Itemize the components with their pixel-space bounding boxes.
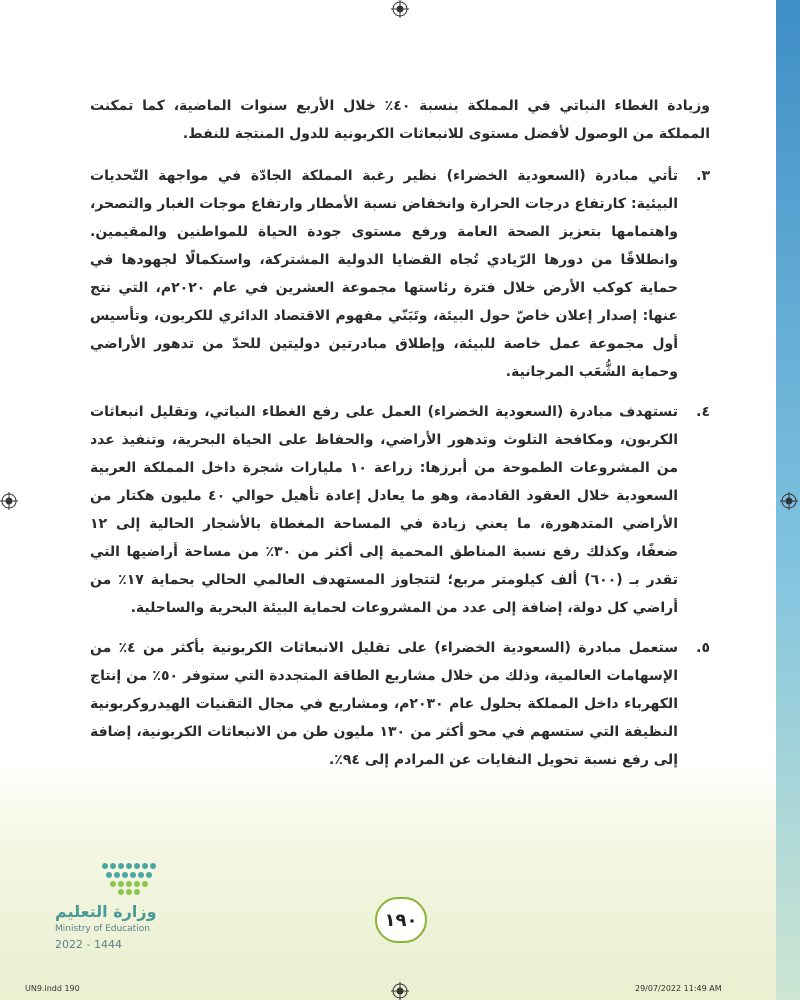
list-item-text: تأتي مبادرة (السعودية الخضراء) نظير رغبة المملكة الجادّة في مواجهة التّحديات البيئية: كارتفاع درجات الحرارة وانخفاض نسبة الأمطار وارتفاع موجات الغبار والتصحر، واهتمامها بتعزيز الصحة العامة ورفع مستوى جودة الحياة للمواطنين والمقيمين. وانطلاقًا من دورها الرّيادي تُجاه القضايا الدولية المشتركة، واستكمالًا لجهودها في حماية كوكب الأرض خلال فترة رئاستها مجموعة العشرين في عام ٢٠٢٠م، التي نتج عنها: إصدار إعلان خاصّ حول البيئة، وتَبَنّي مفهوم الاقتصاد الدائري للكربون، وتأسيس أول مجموعة عمل خاصة للبيئة، وإطلاق مبادرتين دوليتين للحدّ من تدهور الأراضي وحماية الشُّعَب المرجانية. [90,168,679,380]
registration-mark-top [391,0,409,18]
registration-mark-right [780,492,798,510]
ministry-years: 2022 - 1444 [55,938,122,951]
list-item-text: تستهدف مبادرة (السعودية الخضراء) العمل على رفع الغطاء النباتي، وتقليل انبعاثات الكربون، ومكافحة التلوث وتدهور الأراضي، والحفاظ على الحياة البحرية، وتنفيذ عدد من المشروعات الطموحة من أبرزها: زراعة ١٠ مليارات شجرة داخل المملكة العربية السعودية خلال العقود القادمة، وهو ما يعادل إعادة تأهيل حوالي ٤٠ مليون هكتار من الأراضي المتدهورة، ما يعني زيادة في المساحة المغطاة بالأشجار الحالية إلى ١٢ ضعفًا، وكذلك رفع نسبة المناطق المحمية إلى أكثر من ٣٠٪ من مساحة أراضيها التي تقدر بـ (٦٠٠) ألف كيلومتر مربع؛ لتتجاوز المستهدف العالمي الحالي بحماية ١٧٪ من أراضي كل دولة، إضافة إلى عدد من المشروعات لحماية البيئة البحرية والساحلية. [90,404,679,616]
list-item-number: ٣. [696,168,710,184]
intro-paragraph: وزيادة الغطاء النباتي في المملكة بنسبة ٤٠٪ خلال الأربع سنوات الماضية، كما تمكنت المملكة من الوصول لأفضل مستوى للانبعاثات الكربونية للدول المنتجة للنفط. [90,98,710,142]
list-item-number: ٤. [696,404,710,420]
list-item [90,398,710,622]
list-item [90,634,710,774]
page-number: ١٩٠ [375,897,427,943]
article-body [90,92,710,774]
list-item-text: ستعمل مبادرة (السعودية الخضراء) على تقليل الانبعاثات الكربونية بأكثر من ٤٪ من الإسهامات العالمية، وذلك من خلال مشاريع الطاقة المتجددة التي ستوفر ٥٠٪ من إنتاج الكهرباء داخل المملكة بحلول عام ٢٠٣٠م، ومشاريع في مجال التقنيات الهيدروكربونية النظيفة التي ستسهم في محو أكثر من ١٣٠ مليون طن من الانبعاثات الكربونية، إضافة إلى رفع نسبة تحويل النفايات عن المرادم إلى ٩٤٪. [90,640,679,768]
registration-mark-left [0,492,18,510]
ministry-name-english: Ministry of Education [55,924,150,934]
ministry-name-arabic: وزارة التعليم [55,902,157,921]
list-item [90,162,710,386]
list-item-number: ٥. [696,640,710,656]
registration-mark-bottom [391,982,409,1000]
footer-timestamp: 29/07/2022 11:49 AM [635,984,722,993]
ministry-logo-dots-icon [99,858,163,898]
footer-file-label: UN9.indd 190 [25,984,80,993]
ministry-logo [55,858,165,958]
